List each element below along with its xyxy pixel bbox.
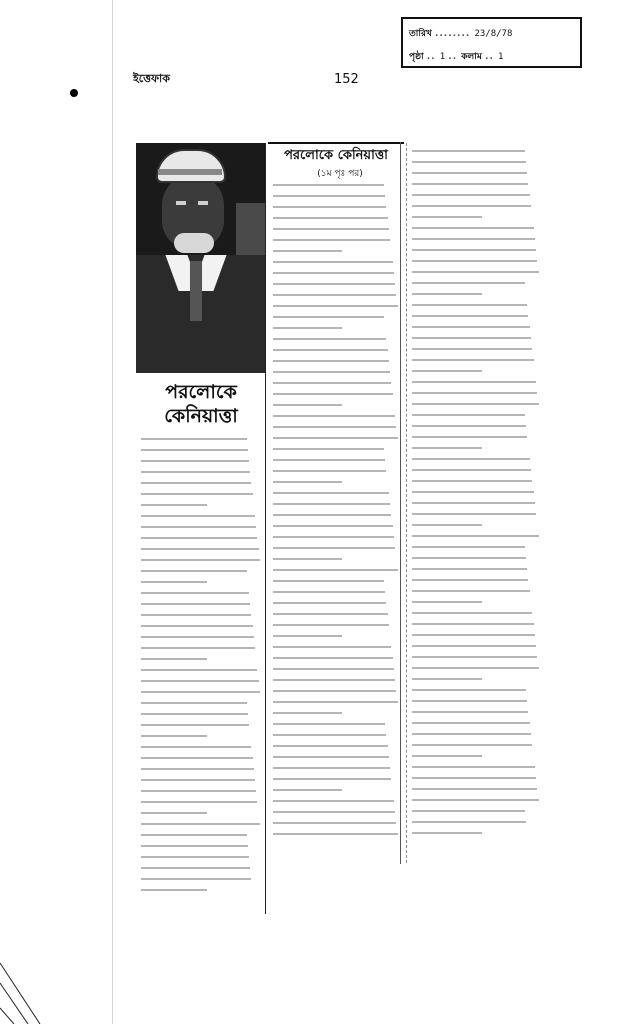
text-line-placeholder (273, 184, 384, 186)
text-line-placeholder (141, 548, 259, 550)
text-line-placeholder (412, 700, 527, 702)
text-line-placeholder (273, 261, 393, 263)
text-line-placeholder (273, 690, 396, 692)
text-line-placeholder (273, 316, 384, 318)
text-line-placeholder (273, 811, 395, 813)
text-line-placeholder (273, 195, 385, 197)
text-line-placeholder (273, 756, 389, 758)
text-line-placeholder (412, 568, 527, 570)
stamp-date-label: তারিখ (409, 29, 432, 39)
text-line-placeholder (273, 492, 389, 494)
text-line-placeholder (141, 636, 254, 638)
text-line-placeholder (412, 403, 539, 405)
text-line-placeholder (273, 778, 391, 780)
text-line-placeholder (141, 812, 207, 814)
text-line-placeholder (273, 206, 386, 208)
text-line-placeholder (141, 823, 260, 825)
text-line-placeholder (141, 845, 248, 847)
text-line-placeholder (141, 592, 249, 594)
stamp-date-value: 23/8/78 (474, 29, 513, 39)
text-line-placeholder (412, 744, 532, 746)
text-line-placeholder (412, 348, 532, 350)
left-headline: পরলোকে কেনিয়াত্তা (164, 381, 238, 427)
column-rule (400, 142, 401, 864)
right-column-text (412, 150, 540, 843)
text-line-placeholder (141, 856, 249, 858)
text-line-placeholder (273, 657, 393, 659)
text-line-placeholder (141, 746, 251, 748)
text-line-placeholder (412, 810, 525, 812)
text-line-placeholder (273, 580, 384, 582)
subline: (১ম পৃঃ পর) (317, 169, 363, 179)
text-line-placeholder (412, 183, 528, 185)
text-line-placeholder (412, 733, 531, 735)
text-line-placeholder (141, 834, 247, 836)
text-line-placeholder (412, 524, 482, 526)
text-line-placeholder (273, 800, 394, 802)
text-line-placeholder (273, 470, 386, 472)
page-number: 152 (334, 72, 359, 87)
text-line-placeholder (412, 425, 526, 427)
text-line-placeholder (412, 645, 536, 647)
text-line-placeholder (412, 546, 525, 548)
text-line-placeholder (412, 766, 535, 768)
stamp-date-row: তারিখ ........ 23/8/78 (409, 29, 513, 39)
text-line-placeholder (412, 612, 532, 614)
text-line-placeholder (412, 315, 528, 317)
text-line-placeholder (141, 889, 207, 891)
text-line-placeholder (273, 602, 386, 604)
text-line-placeholder (412, 271, 539, 273)
text-line-placeholder (412, 436, 527, 438)
text-line-placeholder (273, 624, 389, 626)
text-line-placeholder (412, 161, 526, 163)
text-line-placeholder (273, 547, 395, 549)
text-line-placeholder (273, 635, 342, 637)
text-line-placeholder (412, 359, 534, 361)
text-line-placeholder (141, 614, 251, 616)
text-line-placeholder (273, 745, 388, 747)
text-line-placeholder (412, 590, 530, 592)
text-line-placeholder (273, 734, 386, 736)
text-line-placeholder (412, 216, 482, 218)
text-line-placeholder (141, 482, 251, 484)
text-line-placeholder (273, 305, 398, 307)
text-line-placeholder (412, 458, 530, 460)
text-line-placeholder (412, 667, 539, 669)
text-line-placeholder (412, 502, 535, 504)
text-line-placeholder (141, 515, 255, 517)
text-line-placeholder (141, 801, 257, 803)
text-line-placeholder (412, 755, 482, 757)
text-line-placeholder (273, 712, 342, 714)
text-line-placeholder (141, 438, 247, 440)
main-headline: পরলোকে কেনিয়াত্তা (284, 148, 388, 163)
text-line-placeholder (273, 668, 394, 670)
text-line-placeholder (412, 150, 525, 152)
text-line-placeholder (412, 678, 482, 680)
stamp-page-value: 1 (439, 52, 446, 62)
text-line-placeholder (141, 702, 247, 704)
text-line-placeholder (273, 822, 396, 824)
text-line-placeholder (273, 283, 395, 285)
text-line-placeholder (141, 493, 253, 495)
text-line-placeholder (273, 360, 389, 362)
text-line-placeholder (412, 480, 532, 482)
text-line-placeholder (412, 832, 482, 834)
text-line-placeholder (273, 789, 342, 791)
text-line-placeholder (412, 194, 530, 196)
text-line-placeholder (412, 623, 534, 625)
corner-marks (0, 953, 46, 1024)
text-line-placeholder (273, 415, 395, 417)
text-line-placeholder (412, 656, 537, 658)
text-line-placeholder (273, 349, 388, 351)
text-line-placeholder (412, 601, 482, 603)
text-line-placeholder (273, 371, 390, 373)
text-line-placeholder (412, 227, 534, 229)
text-line-placeholder (273, 536, 394, 538)
text-line-placeholder (273, 833, 398, 835)
text-line-placeholder (412, 777, 536, 779)
text-line-placeholder (412, 513, 536, 515)
text-line-placeholder (412, 392, 537, 394)
text-line-placeholder (141, 713, 248, 715)
text-line-placeholder (141, 669, 257, 671)
text-line-placeholder (412, 579, 528, 581)
text-line-placeholder (141, 537, 257, 539)
stamp-page-row: পৃষ্ঠা .. 1 .. কলাম .. 1 (409, 52, 504, 62)
text-line-placeholder (412, 491, 534, 493)
text-line-placeholder (141, 559, 260, 561)
text-line-placeholder (273, 239, 390, 241)
text-line-placeholder (141, 790, 256, 792)
text-line-placeholder (141, 779, 255, 781)
text-line-placeholder (141, 757, 253, 759)
text-line-placeholder (273, 503, 390, 505)
text-line-placeholder (412, 469, 531, 471)
text-line-placeholder (273, 613, 388, 615)
text-line-placeholder (412, 799, 539, 801)
text-line-placeholder (273, 426, 396, 428)
portrait-photo (136, 143, 265, 373)
text-line-placeholder (273, 294, 396, 296)
text-line-placeholder (412, 557, 526, 559)
text-line-placeholder (141, 603, 250, 605)
text-line-placeholder (273, 459, 385, 461)
text-line-placeholder (273, 327, 342, 329)
text-line-placeholder (141, 581, 207, 583)
text-line-placeholder (412, 337, 531, 339)
text-line-placeholder (412, 689, 526, 691)
stamp-column-value: 1 (498, 52, 504, 62)
archive-stamp (401, 17, 582, 68)
text-line-placeholder (273, 272, 394, 274)
text-line-placeholder (273, 481, 342, 483)
text-line-placeholder (412, 821, 526, 823)
text-line-placeholder (412, 788, 537, 790)
newspaper-name: ইত্তেফাক (133, 72, 170, 85)
left-column-text (141, 438, 261, 900)
text-line-placeholder (273, 514, 391, 516)
text-line-placeholder (273, 591, 385, 593)
punch-hole (70, 89, 78, 97)
page-edge-line (112, 0, 113, 1024)
text-line-placeholder (412, 381, 536, 383)
text-line-placeholder (273, 558, 342, 560)
text-line-placeholder (412, 205, 531, 207)
text-line-placeholder (412, 447, 482, 449)
text-line-placeholder (141, 647, 255, 649)
text-line-placeholder (412, 238, 535, 240)
text-line-placeholder (141, 526, 256, 528)
text-line-placeholder (412, 282, 525, 284)
text-line-placeholder (273, 217, 388, 219)
text-line-placeholder (412, 260, 537, 262)
text-line-placeholder (141, 504, 207, 506)
stamp-page-label: পৃষ্ঠা (409, 52, 424, 62)
text-line-placeholder (273, 569, 398, 571)
text-line-placeholder (412, 172, 527, 174)
text-line-placeholder (273, 448, 384, 450)
text-line-placeholder (273, 525, 393, 527)
text-line-placeholder (273, 404, 342, 406)
text-line-placeholder (273, 767, 390, 769)
text-line-placeholder (412, 634, 535, 636)
text-line-placeholder (141, 867, 250, 869)
text-line-placeholder (141, 735, 207, 737)
middle-column-text (273, 184, 399, 844)
text-line-placeholder (412, 711, 528, 713)
text-line-placeholder (141, 460, 249, 462)
text-line-placeholder (273, 679, 395, 681)
text-line-placeholder (273, 250, 342, 252)
text-line-placeholder (141, 680, 259, 682)
text-line-placeholder (412, 370, 482, 372)
text-line-placeholder (273, 228, 389, 230)
text-line-placeholder (412, 293, 482, 295)
text-line-placeholder (412, 722, 530, 724)
headline-rule (268, 142, 404, 144)
text-line-placeholder (412, 249, 536, 251)
text-line-placeholder (273, 338, 386, 340)
text-line-placeholder (273, 437, 398, 439)
text-line-placeholder (412, 414, 525, 416)
text-line-placeholder (141, 878, 251, 880)
text-line-placeholder (273, 382, 391, 384)
text-line-placeholder (412, 304, 527, 306)
text-line-placeholder (141, 449, 248, 451)
stamp-column-label: কলাম (461, 52, 482, 62)
text-line-placeholder (273, 646, 391, 648)
text-line-placeholder (141, 768, 254, 770)
text-line-placeholder (273, 393, 393, 395)
text-line-placeholder (273, 723, 385, 725)
text-line-placeholder (141, 691, 260, 693)
text-line-placeholder (141, 658, 207, 660)
text-line-placeholder (412, 326, 530, 328)
text-line-placeholder (141, 471, 250, 473)
text-line-placeholder (412, 535, 539, 537)
text-line-placeholder (141, 724, 249, 726)
text-line-placeholder (141, 570, 247, 572)
text-line-placeholder (273, 701, 398, 703)
text-line-placeholder (141, 625, 253, 627)
